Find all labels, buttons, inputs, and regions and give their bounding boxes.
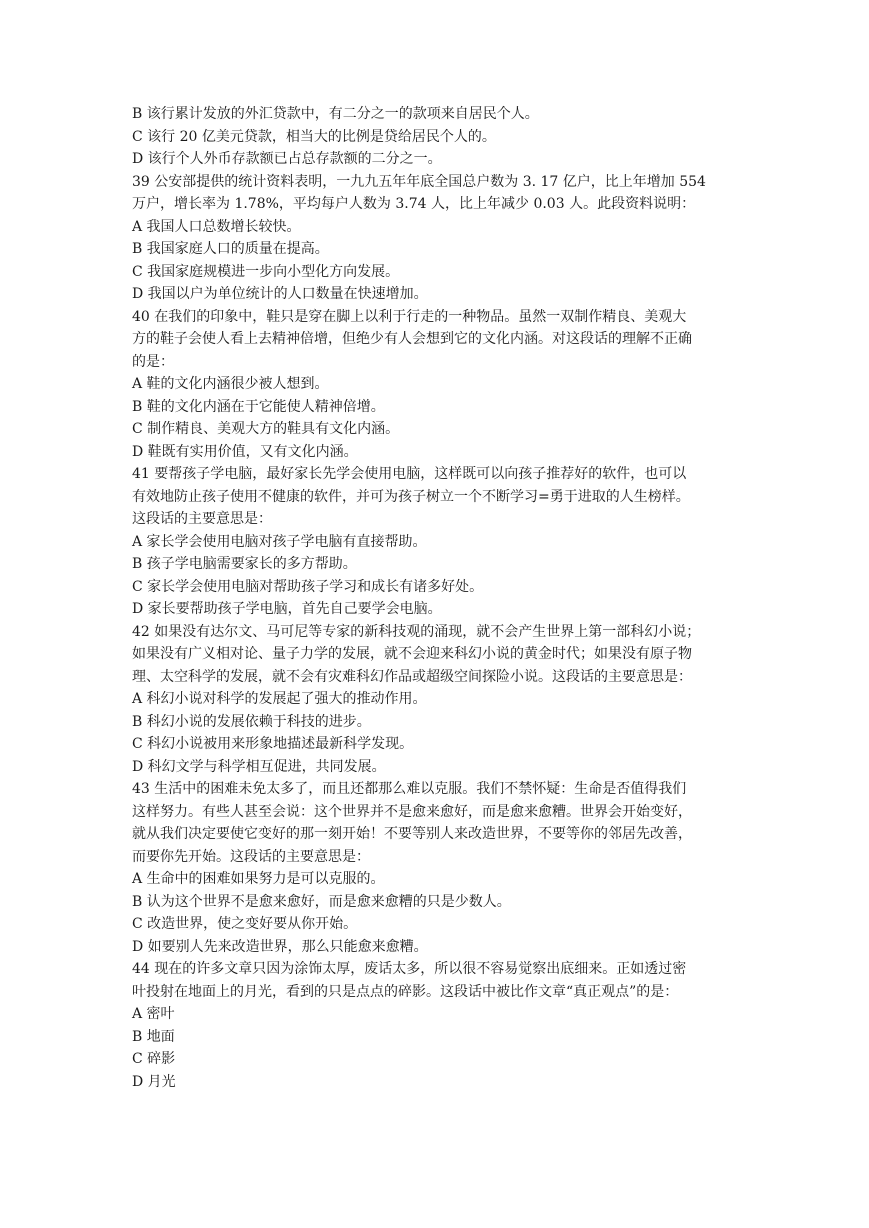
option-a-q44: A 密叶 [132,1006,175,1022]
question-40-line-3: 的是： [132,353,174,370]
option-b-q39: B 我国家庭人口的质量在提高。 [132,241,329,257]
option-c-q38: C 该行 20 亿美元贷款，相当大的比例是贷给居民个人的。 [132,128,496,145]
question-42-line-3: 理、太空科学的发展，就不会有灾难科幻作品或超级空间探险小说。这段话的主要意思是： [132,668,692,685]
question-41-line-3: 这段话的主要意思是： [132,511,272,527]
option-d-q39: D 我国以户为单位统计的人口数量在快速增加。 [132,286,428,302]
question-43-line-3: 就从我们决定要使它变好的那一刻开始！不要等别人来改造世界，不要等你的邻居先改善， [132,826,692,842]
option-c-q42: C 科幻小说被用来形象地描述最新科学发现。 [132,736,414,752]
option-b-q41: B 孩子学电脑需要家长的多方帮助。 [132,556,357,572]
option-a-q42: A 科幻小说对科学的发展起了强大的推动作用。 [132,691,427,707]
question-40-line-1: 40 在我们的印象中，鞋只是穿在脚上以利于行走的一种物品。虽然一双制作精良、美观大 [132,308,687,325]
option-b-q38: B 该行累计发放的外汇贷款中，有二分之一的款项来自居民个人。 [132,106,539,122]
option-d-q44: D 月光 [132,1073,176,1090]
question-41-line-2: 有效地防止孩子使用不健康的软件，并可为孩子树立一个不断学习=勇于进取的人生榜样。 [132,488,690,505]
document-body [132,103,738,1093]
option-c-q40: C 制作精良、美观大方的鞋具有文化内涵。 [132,421,400,437]
question-43-line-4: 而要你先开始。这段话的主要意思是： [132,848,370,865]
question-42-line-2: 如果没有广义相对论、量子力学的发展，就不会迎来科幻小说的黄金时代；如果没有原子物 [132,646,692,662]
option-b-q44: B 地面 [132,1028,175,1045]
question-41-line-1: 41 要帮孩子学电脑，最好家长先学会使用电脑，这样既可以向孩子推荐好的软件，也可以 [132,466,687,482]
option-a-q39: A 我国人口总数增长较快。 [132,218,301,235]
option-d-q41: D 家长要帮助孩子学电脑，首先自己要学会电脑。 [132,601,442,617]
option-c-q44: C 碎影 [132,1051,176,1067]
question-44-line-2: 叶投射在地面上的月光，看到的只是点点的碎影。这段话中被比作文章“真正观点”的是： [132,983,679,1000]
option-a-q40: A 鞋的文化内涵很少被人想到。 [132,376,329,392]
option-b-q40: B 鞋的文化内涵在于它能使人精神倍增。 [132,398,385,415]
option-d-q40: D 鞋既有实用价值，又有文化内涵。 [132,443,358,460]
question-43-line-1: 43 生活中的困难未免太多了，而且还都那么难以克服。我们不禁怀疑：生命是否值得我们 [132,781,687,797]
option-a-q43: A 生命中的困难如果努力是可以克服的。 [132,871,385,887]
option-b-q43: B 认为这个世界不是愈来愈好，而是愈来愈糟的只是少数人。 [132,893,511,910]
option-c-q41: C 家长学会使用电脑对帮助孩子学习和成长有诸多好处。 [132,578,484,595]
question-40-line-2: 方的鞋子会使人看上去精神倍增，但绝少有人会想到它的文化内涵。对这段话的理解不正确 [132,331,692,347]
option-d-q38: D 该行个人外币存款额已占总存款额的二分之一。 [132,151,442,167]
question-43-line-2: 这样努力。有些人甚至会说：这个世界并不是愈来愈好，而是愈来愈糟。世界会开始变好， [132,803,692,820]
option-d-q42: D 科幻文学与科学相互促进，共同发展。 [132,758,386,775]
question-44-line-1: 44 现在的许多文章只因为涂饰太厚，废话太多，所以很不容易觉察出底细来。正如透过密 [132,961,687,977]
question-42-line-1: 42 如果没有达尔文、马可尼等专家的新科技观的涌现，就不会产生世界上第一部科幻小说； [132,623,701,640]
option-d-q43: D 如要别人先来改造世界，那么只能愈来愈糟。 [132,938,428,955]
option-c-q43: C 改造世界，使之变好要从你开始。 [132,916,358,932]
option-a-q41: A 家长学会使用电脑对孩子学电脑有直接帮助。 [132,533,427,550]
question-39-line-1: 39 公安部提供的统计资料表明，一九九五年年底全国总户数为 3. 17 亿户，比上年增加 554 [132,173,706,190]
question-39-line-2: 万户，增长率为 1.78%，平均每户人数为 3.74 人，比上年减少 0.03 人。此段资料说明： [132,196,696,212]
option-b-q42: B 科幻小说的发展依赖于科技的进步。 [132,713,371,730]
option-c-q39: C 我国家庭规模进一步向小型化方向发展。 [132,263,400,280]
